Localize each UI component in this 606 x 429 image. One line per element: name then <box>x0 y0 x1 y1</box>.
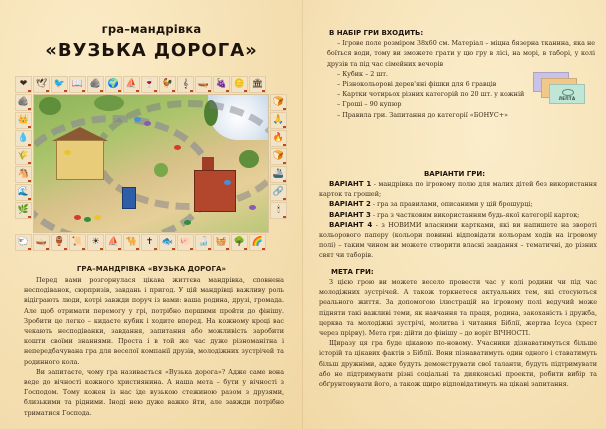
tile-number-marker <box>172 90 175 92</box>
board-tile <box>15 130 32 147</box>
tile-icon: ⛵ <box>107 237 120 247</box>
tile-icon: 🪨 <box>17 97 30 107</box>
game-path <box>94 100 269 210</box>
title-main: «ВУЗЬКА ДОРОГА» <box>45 40 258 61</box>
board-left-column <box>15 94 32 219</box>
tile-number-marker <box>136 248 139 250</box>
kit-item: – Кубик – 2 шт. <box>337 69 388 78</box>
stone <box>144 121 151 126</box>
board-tile <box>159 234 176 251</box>
board-tile <box>33 76 50 93</box>
house <box>56 140 104 180</box>
tile-number-marker <box>190 248 193 250</box>
variant-text: - гра з частковим використанням будь-якої категорії карток; <box>370 210 580 219</box>
tile-number-marker <box>64 90 67 92</box>
paragraph: Ви запитаєте, чому гра називається «Вузька дорога»? Адже саме вона веде до вічності кожного християнина. А наша мета – бути у вічності з Господом. Тому кожен із нас іде вузькою стежиною разом з друзями, близькими та рідними. Іноді нею дуже важко йти, але завжди потрібно триматися Господа. <box>24 367 284 417</box>
board-tile <box>33 234 50 251</box>
tile-icon: 📜 <box>71 237 84 247</box>
board-tile <box>159 76 176 93</box>
tile-icon: 🌳 <box>233 237 246 247</box>
variant-item <box>319 210 597 220</box>
stone <box>134 117 141 122</box>
tile-icon: ❤ <box>19 79 28 89</box>
board-tile <box>177 234 194 251</box>
tile-number-marker <box>118 90 121 92</box>
tile-number-marker <box>283 108 286 110</box>
church <box>194 170 236 212</box>
tile-number-marker <box>244 248 247 250</box>
tile-number-marker <box>46 248 49 250</box>
tile-icon: 𝄞 <box>182 79 189 89</box>
board-tile <box>177 76 194 93</box>
money-bills-image <box>527 72 597 112</box>
stone <box>94 215 101 220</box>
kit-item: – Картки чотирьох різних категорій по 20 шт. у кожній <box>337 90 525 99</box>
tile-number-marker <box>28 108 31 110</box>
paragraph: Щиразу ця гра буде цікавою по-новому. Учасники дізнаватимуться більше історій та цікавих фактів з Біблії. Вони пізнаватимуть один одного і ставатимуть більш дружніми, адже будуть демонструвати свої таланти, будуть підтримувати або не підтримувати різні соціальні та дияконські проекти, робити вибір та обґрунтовувати його, а також щиро відповідатимуть на цікаві запитання. <box>319 339 597 389</box>
tile-number-marker <box>64 248 67 250</box>
tile-icon: 🐑 <box>17 237 30 247</box>
stone <box>174 145 181 150</box>
tile-icon: 🕊 <box>35 79 48 89</box>
tile-number-marker <box>28 248 31 250</box>
stone <box>224 180 231 185</box>
kit-item: – Гроші – 90 купюр <box>337 100 402 109</box>
tile-icon: ✝ <box>145 237 154 247</box>
variants-heading: ВАРІАНТИ ГРИ: <box>423 170 486 178</box>
board-tile <box>105 234 122 251</box>
variant-item <box>319 199 597 209</box>
tile-icon: ☀ <box>91 237 100 247</box>
goal-section <box>319 277 597 389</box>
board-tile <box>51 234 68 251</box>
tile-number-marker <box>46 90 49 92</box>
tile-number-marker <box>136 90 139 92</box>
tile-number-marker <box>283 180 286 182</box>
tile-icon: 🌈 <box>251 237 264 247</box>
tile-number-marker <box>28 144 31 146</box>
board-tile <box>15 234 32 251</box>
tile-icon: 🐟 <box>161 237 174 247</box>
tile-number-marker <box>262 90 265 92</box>
tile-number-marker <box>82 248 85 250</box>
tile-number-marker <box>283 216 286 218</box>
board-tile <box>270 202 287 219</box>
board-tile <box>141 234 158 251</box>
board-scene-illustration <box>33 94 269 233</box>
tile-icon: 🐴 <box>17 169 30 179</box>
stone <box>84 217 91 222</box>
tile-number-marker <box>118 248 121 250</box>
tile-icon: ⛵ <box>125 79 138 89</box>
tile-icon: 🌍 <box>107 79 120 89</box>
tile-icon: 🪙 <box>233 79 246 89</box>
tile-icon: 🙏 <box>272 115 285 125</box>
variant-label: ВАРІАНТ 2 <box>329 200 371 209</box>
tile-number-marker <box>82 90 85 92</box>
board-tile <box>249 234 266 251</box>
section-heading: ГРА–МАНДРІВКА «ВУЗЬКА ДОРОГА» <box>76 265 227 273</box>
tile-icon: 🔥 <box>272 133 285 143</box>
tile-number-marker <box>283 126 286 128</box>
board-tile <box>270 184 287 201</box>
board-tile <box>105 76 122 93</box>
paragraph: Перед вами розгорнулася цікава життєва мандрівка, сповнена несподіванок, сюрпризів, завдань і пригод. У цій мандрівці важливу роль відіграють люди, котрі завжди поруч із вами: ваша родина, друзі, громада. Але щоб отримати перемогу у грі, потрібно першими пройти до фінішу. Зробити це легко – кидаєте кубик і ходите вперед. На кожному кроці вас чекають несподіванки, завдання, запитання або можливість заробити кошти своїми знаннями. Проста і в той же час дуже різноманітна і непередбачувана гра для веселої компанії друзів, молодіжних зустрічей та родинного кола. <box>24 276 284 366</box>
variant-item <box>319 179 597 199</box>
bill-label: ЛЕПТА <box>558 96 576 101</box>
board-tile <box>51 76 68 93</box>
house-roof <box>52 127 108 141</box>
board-bottom-row <box>15 234 266 251</box>
board-tile <box>15 94 32 111</box>
board-tile <box>270 166 287 183</box>
tile-icon: 🛶 <box>35 237 48 247</box>
tile-icon: 🐓 <box>161 79 174 89</box>
board-tile <box>123 234 140 251</box>
tree <box>94 95 124 111</box>
board-tile <box>270 148 287 165</box>
variant-label: ВАРІАНТ 1 <box>329 180 372 188</box>
tile-number-marker <box>28 216 31 218</box>
board-tile <box>270 112 287 129</box>
board-right-column <box>270 94 287 219</box>
goal-heading: МЕТА ГРИ: <box>331 268 374 276</box>
tile-number-marker <box>100 248 103 250</box>
tile-number-marker <box>172 248 175 250</box>
tile-number-marker <box>208 90 211 92</box>
variants-section <box>319 179 597 261</box>
tile-number-marker <box>100 90 103 92</box>
board-tile <box>15 184 32 201</box>
board-tile <box>15 76 32 93</box>
tile-icon: 🐖 <box>179 237 192 247</box>
tile-icon: 💧 <box>17 133 30 143</box>
tile-number-marker <box>28 162 31 164</box>
tile-icon: 👑 <box>17 115 30 125</box>
tile-icon: 🍇 <box>215 79 228 89</box>
bill-ornament-icon <box>562 89 574 96</box>
variant-label: ВАРІАНТ 4 <box>329 220 373 229</box>
tile-icon: 🌿 <box>17 205 30 215</box>
tile-icon: 🐪 <box>125 237 138 247</box>
tile-number-marker <box>154 90 157 92</box>
tile-number-marker <box>262 248 265 250</box>
board-tile <box>213 234 230 251</box>
intro-text <box>24 275 284 418</box>
variant-text: - мандрівка по ігровому полю для малих дітей без використання карток та грошей; <box>319 180 597 199</box>
board-tile <box>231 76 248 93</box>
tile-number-marker <box>283 198 286 200</box>
title-subtitle: гра–мандрівка <box>101 22 202 36</box>
tile-icon: 🍞 <box>272 97 285 107</box>
kit-heading: В НАБІР ГРИ ВХОДИТЬ: <box>329 29 424 37</box>
tile-icon: 🚢 <box>272 169 285 179</box>
tile-icon: 🔗 <box>272 187 285 197</box>
tile-number-marker <box>283 162 286 164</box>
board-tile <box>141 76 158 93</box>
tile-icon: 🧺 <box>215 237 228 247</box>
stone <box>249 205 256 210</box>
board-tile <box>15 166 32 183</box>
stone <box>64 150 71 155</box>
tile-number-marker <box>226 90 229 92</box>
tile-icon: 🍷 <box>143 79 156 89</box>
bill-green <box>549 84 585 104</box>
board-tile <box>69 76 86 93</box>
tile-icon: 🐦 <box>53 79 66 89</box>
tile-number-marker <box>28 90 31 92</box>
tile-number-marker <box>28 180 31 182</box>
variant-label: ВАРІАНТ 3 <box>329 210 371 219</box>
game-board-image <box>15 76 287 251</box>
board-tile <box>195 234 212 251</box>
tile-icon: 📖 <box>71 79 84 89</box>
board-tile <box>213 76 230 93</box>
bible-bridge <box>122 187 136 209</box>
tile-number-marker <box>283 144 286 146</box>
board-tile <box>195 76 212 93</box>
board-tile <box>231 234 248 251</box>
tile-icon: 🏺 <box>53 237 66 247</box>
board-tile <box>87 234 104 251</box>
tree <box>39 97 61 115</box>
tile-number-marker <box>244 90 247 92</box>
tile-icon: 🌾 <box>17 151 30 161</box>
tile-icon: 🏛 <box>251 79 264 89</box>
stone <box>184 220 191 225</box>
tile-number-marker <box>28 126 31 128</box>
stone <box>74 215 81 220</box>
board-tile <box>270 130 287 147</box>
tile-number-marker <box>190 90 193 92</box>
tile-icon: 🌊 <box>17 187 30 197</box>
board-tile <box>15 202 32 219</box>
board-tile <box>270 94 287 111</box>
board-tile <box>15 148 32 165</box>
tile-icon: 🍶 <box>197 237 210 247</box>
board-tile <box>69 234 86 251</box>
variant-text: - з НОВИМИ власними картками, які ви напишете на звороті кольорового паперу (кольори повинні відповідати кольорам ходів на ігровому полі) – таким чином ви можете створити власні завдання – тематичні, до різних свят чи таборів. <box>319 220 597 260</box>
kit-item-board: – Ігрове поле розміром 38х60 см. Матеріал – міцна бязерна тканина, яка не боїться води, тому ви зможете грати у цю гру в лісі, на морі, в таборі, у колі друзів та під час сімейних вечорів <box>327 39 595 68</box>
board-tile <box>249 76 266 93</box>
board-tile <box>15 112 32 129</box>
tile-number-marker <box>226 248 229 250</box>
tile-icon: 🪨 <box>89 79 102 89</box>
tile-icon: 🕯 <box>277 205 280 215</box>
paragraph: З цією грою ви можете весело провести час у колі родини чи під час молодіжних зустрічей. А також торкнетеся актуальних тем, які стосуються реального життя. За допомогою ілюстрацій на ігровому полі ведучий може підняти такі важливі теми, як навчання та праця, родина, закоханість і дружба, церква та молодіжні зустрічі, молитва і читання Біблії, жертва Ісуса (хрест через прірву). Мета гри: дійти до фінішу – до воріт ВІЧНОСТІ. <box>319 278 597 338</box>
tile-number-marker <box>28 198 31 200</box>
tile-icon: 🍞 <box>272 151 285 161</box>
variant-text: - гра за правилами, описаними у цій брошурці; <box>370 200 533 209</box>
board-top-row <box>15 76 266 93</box>
tile-number-marker <box>208 248 211 250</box>
tile-icon: 🛶 <box>197 79 210 89</box>
kit-item: – Правила гри. Запитання до категорії «БОНУС+» <box>337 110 508 119</box>
board-tile <box>87 76 104 93</box>
variant-item <box>319 220 597 261</box>
board-tile <box>123 76 140 93</box>
tile-number-marker <box>154 248 157 250</box>
kit-item: – Різнокольорові дерев'яні фішки для 6 гравців <box>337 80 497 89</box>
